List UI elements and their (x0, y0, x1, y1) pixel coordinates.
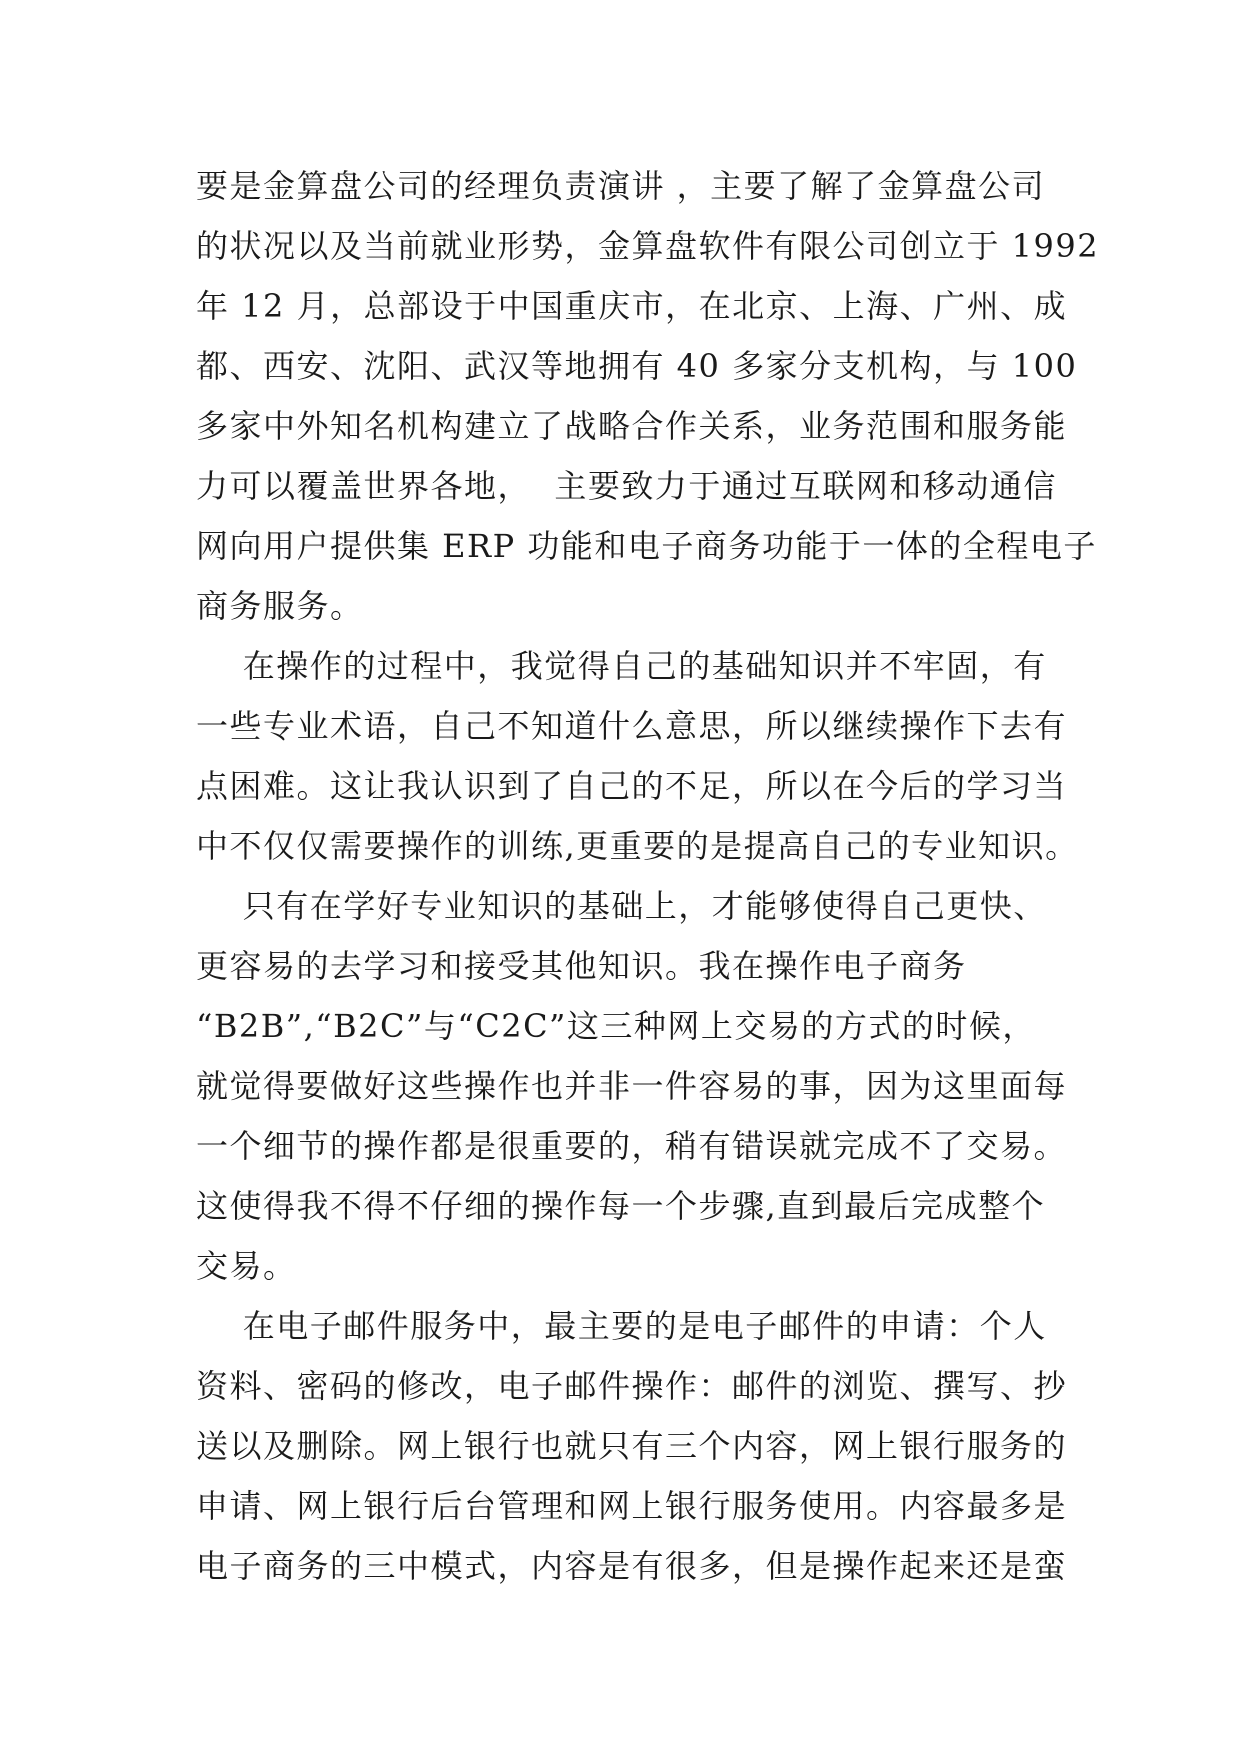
text-line: 更容易的去学习和接受其他知识。我在操作电子商务 (196, 947, 967, 985)
text-line: 就觉得要做好这些操作也并非一件容易的事，因为这里面每 (196, 1067, 1068, 1105)
text-line: 电子商务的三中模式，内容是有很多，但是操作起来还是蛮 (196, 1547, 1068, 1585)
text-line: 点困难。这让我认识到了自己的不足，所以在今后的学习当 (196, 767, 1068, 805)
text-line: 一些专业术语，自己不知道什么意思，所以继续操作下去有 (196, 707, 1068, 745)
text-line: 一个细节的操作都是很重要的，稍有错误就完成不了交易。 (196, 1127, 1068, 1165)
text-line: 力可以覆盖世界各地， 主要致力于通过互联网和移动通信 (196, 467, 1057, 505)
text-line: 在操作的过程中，我觉得自己的基础知识并不牢固，有 (196, 647, 1047, 685)
text-line: 要是金算盘公司的经理负责演讲 ，主要了解了金算盘公司 (196, 167, 1046, 205)
body-text (196, 156, 1100, 1596)
text-line: 年 12 月，总部设于中国重庆市，在北京、上海、广州、成 (196, 287, 1068, 325)
text-line: 都、西安、沈阳、武汉等地拥有 40 多家分支机构，与 100 (196, 347, 1078, 385)
text-line: 交易。 (196, 1247, 297, 1285)
text-line: 商务服务。 (196, 587, 364, 625)
text-line: 中不仅仅需要操作的训练,更重要的是提高自己的专业知识。 (196, 827, 1079, 865)
text-line: 这使得我不得不仔细的操作每一个步骤,直到最后完成整个 (196, 1187, 1046, 1225)
text-line: 多家中外知名机构建立了战略合作关系，业务范围和服务能 (196, 407, 1068, 445)
text-line: 在电子邮件服务中，最主要的是电子邮件的申请：个人 (196, 1307, 1047, 1345)
text-line: 的状况以及当前就业形势，金算盘软件有限公司创立于 1992 (196, 227, 1100, 265)
text-line: 网向用户提供集 ERP 功能和电子商务功能于一体的全程电子 (196, 527, 1097, 565)
text-line: 申请、网上银行后台管理和网上银行服务使用。内容最多是 (196, 1487, 1068, 1525)
text-line: “B2B”,“B2C”与“C2C”这三种网上交易的方式的时候， (196, 1007, 1036, 1045)
text-line: 资料、密码的修改，电子邮件操作：邮件的浏览、撰写、抄 (196, 1367, 1068, 1405)
text-line: 送以及删除。网上银行也就只有三个内容，网上银行服务的 (196, 1427, 1068, 1465)
text-line: 只有在学好专业知识的基础上，才能够使得自己更快、 (196, 887, 1047, 925)
